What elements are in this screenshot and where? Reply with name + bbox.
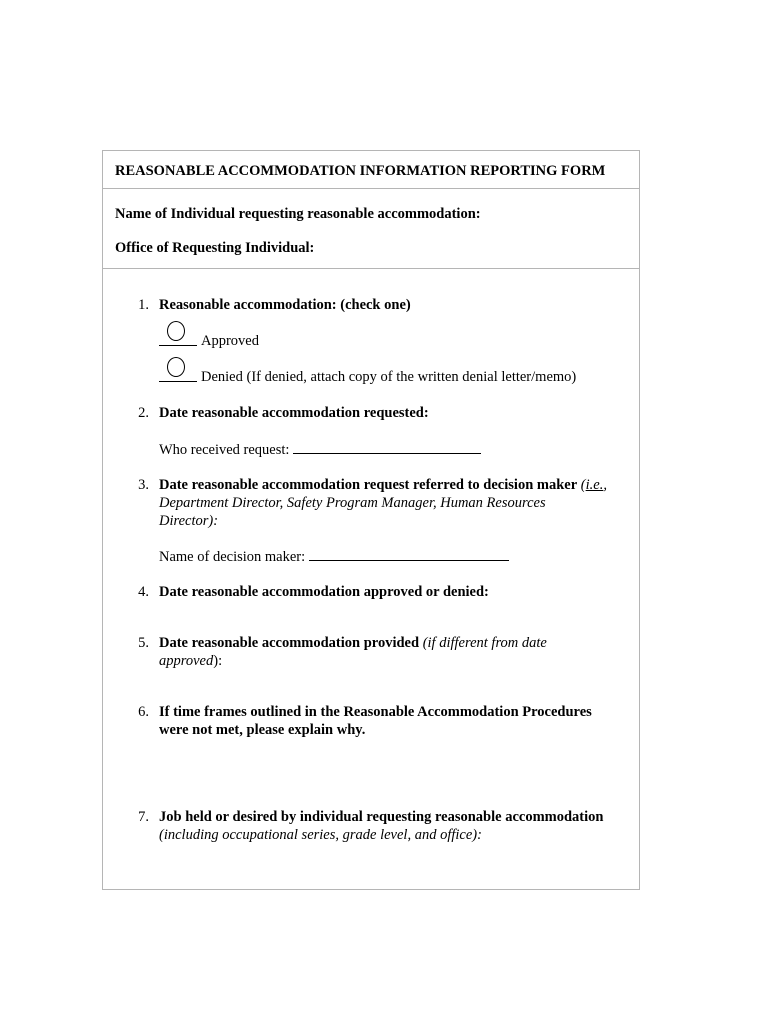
radio-circle-icon [167,357,185,377]
requester-info-section [103,189,639,269]
blank-line [159,345,197,346]
item-6-label-line-2: were not met, please explain why. [159,722,366,738]
denied-radio[interactable] [159,357,197,383]
item-3-number: 3. [138,477,149,493]
item-3-note-comma: , [603,477,607,493]
item-2-number: 2. [138,405,149,421]
who-received-field [159,440,481,459]
item-5-number: 5. [138,635,149,651]
item-1-label: Reasonable accommodation: (check one) [159,297,411,313]
item-4-label: Date reasonable accommodation approved or denied: [159,584,489,600]
item-5-note-line-1: (if different from date [422,635,547,651]
item-7-label: Job held or desired by individual requesting reasonable accommodation [159,809,604,825]
item-3-note-line-3: Director): [159,513,219,529]
item-3-note-ie: i.e. [585,477,604,493]
denied-option-label: Denied (If denied, attach copy of the written denial letter/memo) [201,369,577,385]
item-6-label-line-1: If time frames outlined in the Reasonable Accommodation Procedures [159,704,592,720]
item-5-line-2 [159,652,222,670]
item-6-number: 6. [138,704,149,720]
item-3-line-1 [159,476,607,494]
decision-maker-field [159,547,509,566]
item-4-number: 4. [138,584,149,600]
item-5-line-1 [159,634,547,652]
item-1-number: 1. [138,297,149,313]
decision-maker-blank[interactable] [309,547,509,561]
decision-maker-label: Name of decision maker: [159,549,306,565]
radio-circle-icon [167,321,185,341]
form-title: REASONABLE ACCOMMODATION INFORMATION REPORTING FORM [115,163,606,179]
item-7-number: 7. [138,809,149,825]
item-3-label: Date reasonable accommodation request referred to decision maker [159,477,578,493]
blank-line [159,381,197,382]
form-title-row [103,151,639,189]
approved-option-label: Approved [201,333,259,349]
item-5-note-line-2: approved [159,653,214,669]
item-5-note-line-2-end: ): [213,653,223,669]
item-2-label: Date reasonable accommodation requested: [159,405,429,421]
item-5-label: Date reasonable accommodation provided [159,635,420,651]
who-received-blank[interactable] [293,440,481,454]
item-3-note-line-2: Department Director, Safety Program Manager, Human Resources [159,495,546,511]
item-7-note: (including occupational series, grade level, and office): [159,827,482,843]
office-label: Office of Requesting Individual: [115,240,315,256]
item-3-note-open: ( [580,477,586,493]
reporting-form [102,150,640,890]
approved-radio[interactable] [159,321,197,347]
who-received-label: Who received request: [159,442,290,458]
name-label: Name of Individual requesting reasonable accommodation: [115,206,481,222]
